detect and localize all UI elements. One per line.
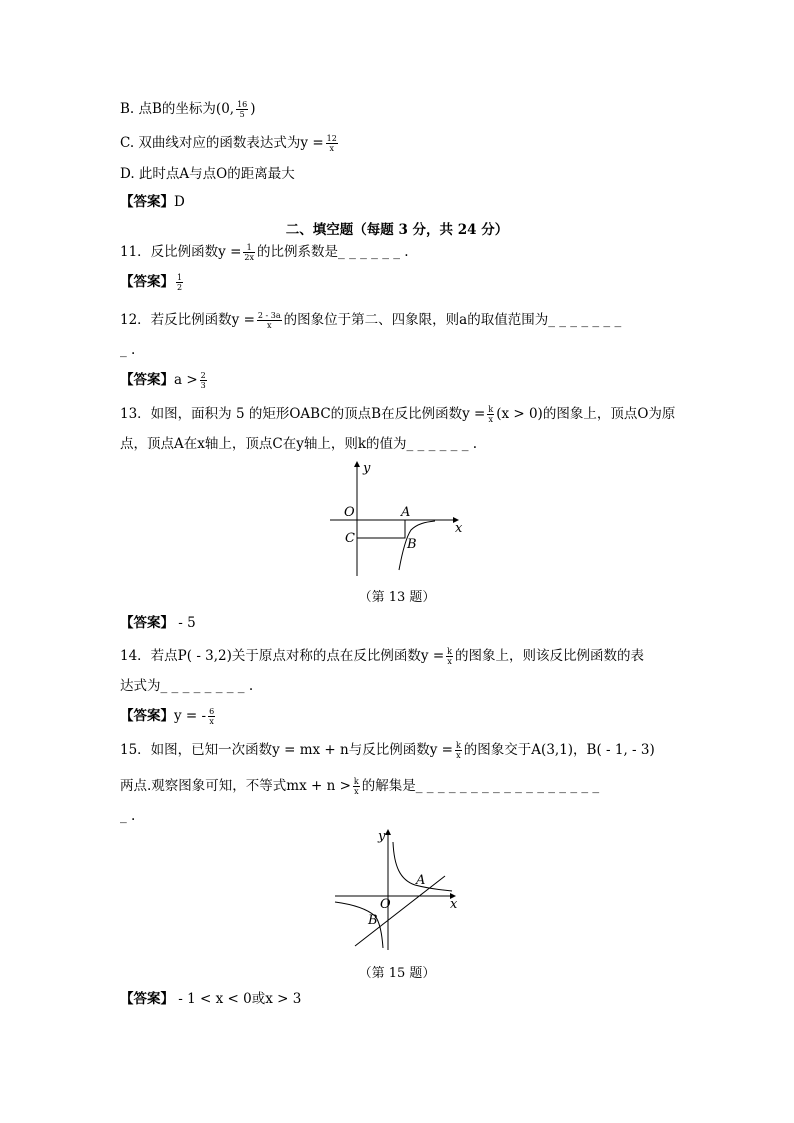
option-b-text: B. 点B的坐标为(0, bbox=[120, 101, 235, 117]
label-y: y bbox=[363, 461, 371, 476]
option-c-text: C. 双曲线对应的函数表达式为y = bbox=[120, 135, 324, 151]
label-b: B bbox=[368, 913, 378, 928]
question-12: 12．若反比例函数y = $\frac{2 - 3a}{x}$ 的图象位于第二、四象限，则a的取值范围为_ _ _ _ _ _ _ bbox=[120, 311, 622, 330]
fraction: $\frac{k}{x}$ bbox=[353, 777, 359, 796]
answer-12: 【答案】a > $\frac{2}{3}$ bbox=[120, 371, 206, 390]
figure-15 bbox=[330, 826, 465, 954]
hyperbola-branch bbox=[399, 521, 435, 570]
question-15: 15．如图，已知一次函数y = mx + n与反比例函数y = $\frac{k}{x}$ 的图象交于A(3,1)，B( - 1, - 3) bbox=[120, 741, 655, 760]
question-15-line3: _ . bbox=[120, 808, 136, 824]
figure-13 bbox=[325, 458, 470, 580]
fraction: $\frac{12}{x}$ bbox=[326, 134, 337, 153]
answer-13: 【答案】 - 5 bbox=[120, 615, 196, 631]
fraction: $\frac{16}{5}$ bbox=[237, 100, 248, 119]
label-o: O bbox=[380, 897, 391, 912]
caption-15: （第 15 题） bbox=[358, 966, 436, 981]
label-o: O bbox=[344, 505, 355, 520]
caption-13: （第 13 题） bbox=[358, 590, 436, 605]
fraction: $\frac{k}{x}$ bbox=[488, 405, 494, 424]
question-14: 14．若点P( - 3,2)关于原点对称的点在反比例函数y = $\frac{k}{x}$ 的图象上，则该反比例函数的表 bbox=[120, 647, 644, 666]
question-15-line2: 两点.观察图象可知，不等式mx + n > $\frac{k}{x}$ 的解集是_ _ _ _ _ _ _ _ _ _ _ _ _ _ _ _ _ bbox=[120, 777, 600, 796]
option-d: D. 此时点A与点O的距离最大 bbox=[120, 166, 295, 182]
fraction: $\frac{k}{x}$ bbox=[455, 741, 461, 760]
fraction: $\frac{1}{2x}$ bbox=[244, 243, 255, 262]
answer-14: 【答案】y = - $\frac{6}{x}$ bbox=[120, 707, 215, 726]
label-a: A bbox=[401, 505, 411, 520]
label-y: y bbox=[378, 829, 386, 844]
fraction: $\frac{k}{x}$ bbox=[447, 647, 452, 666]
fraction: $\frac{2}{3}$ bbox=[200, 371, 206, 390]
question-13: 13．如图，面积为 5 的矩形OABC的顶点B在反比例函数y = $\frac{k}{x}$ (x > 0)的图象上，顶点O为原 bbox=[120, 405, 676, 424]
answer-10: 【答案】D bbox=[120, 194, 185, 210]
rectangle-oabc bbox=[357, 520, 405, 538]
fraction: $\frac{2 - 3a}{x}$ bbox=[257, 311, 281, 330]
question-11: 11．反比例函数y = $\frac{1}{2x}$ 的比例系数是_ _ _ _ _ _ . bbox=[120, 243, 409, 262]
label-a: A bbox=[416, 873, 426, 888]
question-13-line2: 点，顶点A在x轴上，顶点C在y轴上，则k的值为_ _ _ _ _ _ . bbox=[120, 436, 478, 452]
answer-15: 【答案】 - 1 < x < 0或x > 3 bbox=[120, 991, 302, 1007]
label-x: x bbox=[450, 897, 458, 912]
option-b: B. 点B的坐标为(0, $\frac{16}{5}$ ) bbox=[120, 100, 256, 119]
question-14-line2: 达式为_ _ _ _ _ _ _ _ . bbox=[120, 678, 254, 694]
fraction: $\frac{6}{x}$ bbox=[209, 707, 215, 726]
label-c: C bbox=[345, 531, 355, 546]
question-12-line2: _ . bbox=[120, 342, 136, 358]
label-b: B bbox=[407, 537, 417, 552]
label-x: x bbox=[455, 521, 463, 536]
answer-11: 【答案】 $\frac{1}{2}$ bbox=[120, 273, 183, 292]
fraction: $\frac{1}{2}$ bbox=[177, 273, 183, 292]
section-title: 二、填空题（每题 3 分，共 24 分） bbox=[285, 222, 509, 238]
option-c bbox=[120, 133, 340, 153]
